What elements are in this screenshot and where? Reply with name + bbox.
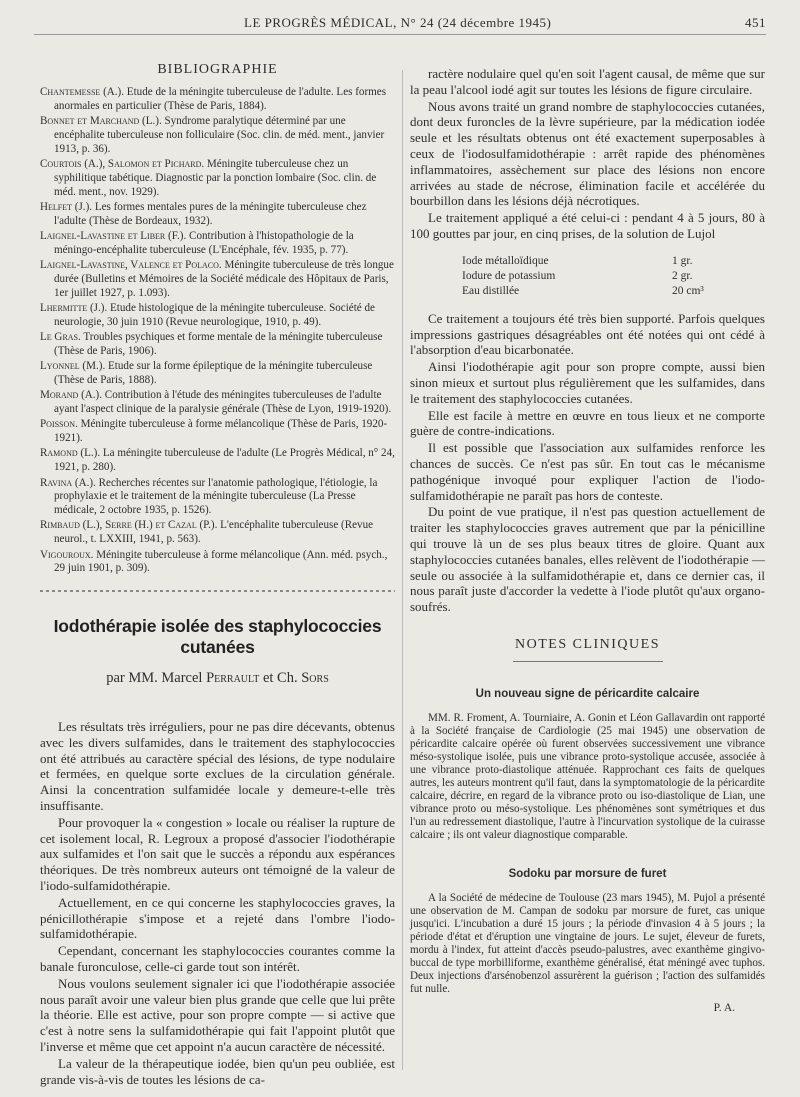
- bibliography-author: Helfet (J.).: [40, 200, 93, 213]
- bibliography-text: Les formes mentales pures de la méningite tuberculeuse chez l'adulte (Thèse de Bordeaux, 1932).: [54, 200, 367, 227]
- bibliography-entry: [40, 259, 395, 300]
- bibliography-entry: [40, 360, 395, 388]
- bibliography-text: La méningite tuberculeuse de l'adulte (Le Progrès Médical, n° 24, 1921, p. 280).: [54, 447, 395, 474]
- article-byline: [40, 670, 395, 687]
- formula-row: [462, 269, 742, 284]
- bibliography-text: Etude sur la forme épileptique de la méningite tuberculeuse (Thèse de Paris, 1888).: [54, 360, 373, 386]
- article-body-left: [40, 719, 395, 1087]
- article-paragraph: Il est possible que l'association aux sulfamides renforce les chances de succès. Ce n'est pas sûr. En tout cas le mécanisme pathogénique invoqué pour expliquer l'action de l'iodo-sulfamidothérapie ne paraît pas hors de conteste.: [410, 440, 765, 503]
- article-body-right: [410, 66, 765, 242]
- bibliography-text: Contribution à l'étude des méningites tuberculeuses de l'adulte ayant l'aspect clinique de la paralysie générale (Thèse de Lyon, 1919-1920).: [54, 389, 392, 416]
- bibliography-author: Vigouroux.: [40, 548, 94, 561]
- bibliography-author: Rimbaud (L.), Serre (H.) et Cazal (P.).: [40, 519, 218, 532]
- note-text: MM. R. Froment, A. Tourniaire, A. Gonin et Léon Gallavardin ont rapporté à la Société française de Cardiologie (25 mai 1945) une observation de péricardite calcaire opérée où furent observées successivement une vibrance méso-systolique isolée, puis une vibrance proto-systolique accusée, associée à une vibrance proto-diastolique atténuée. Rapprochant ces faits de quelques autres, les auteurs montrent qu'il faut, dans la symptomatologie de la péricardite calcaire, décrire, en regard de la vibrance proto ou iso-diastolique de Lian, une vibrance proto ou méso-systolique. Les phénomènes sont symétriques et dus l'un au redressement diastolique, l'autre à l'incurvation systolique de la cuirasse calcaire ; ils ont valeur diagnostique comparable.: [410, 711, 765, 841]
- bibliography-text: Etude de la méningite tuberculeuse de l'adulte. Les formes anormales en particulier (Thèse de Paris, 1884).: [54, 86, 387, 112]
- bibliography-entry: [40, 447, 395, 475]
- column-divider: [402, 70, 403, 1070]
- bibliography-author: Le Gras.: [40, 331, 81, 344]
- bibliography-list: [40, 86, 395, 576]
- bibliography-entry: [40, 549, 395, 577]
- notes-heading: NOTES CLINIQUES: [515, 636, 660, 652]
- page-number: 451: [745, 15, 766, 30]
- note-title: Sodoku par morsure de furet: [508, 867, 667, 880]
- formula-ingredient: Iodure de potassium: [462, 269, 556, 282]
- bibliography-author: Courtois (A.), Salomon et Pichard.: [40, 157, 205, 170]
- bibliography-author: Bonnet et Marchand (L.).: [40, 115, 162, 128]
- note-title: Un nouveau signe de péricardite calcaire: [475, 687, 700, 700]
- bibliography-text: Etude histologique de la méningite tuberculeuse. Société de neurologie, 30 juin 1910 (Revue neurologique, 1910, p. 49).: [54, 301, 375, 328]
- bibliography-author: Poisson.: [40, 418, 78, 431]
- article-paragraph: Cependant, concernant les staphylococcies courantes comme la banale furonculose, celle-ci garde tout son intérêt.: [40, 943, 395, 975]
- article-paragraph: Ainsi l'iodothérapie agit pour son propre compte, aussi bien sinon mieux et surtout plus régulièrement que les sulfamides, dans le traitement des staphylococcies cutanées.: [410, 359, 765, 406]
- bibliography-author: Laignel-Lavastine et Liber (F.).: [40, 229, 187, 242]
- article-paragraph: ractère nodulaire quel qu'en soit l'agent causal, de même que sur la peau l'alcool iodé agit sur toutes les lésions de figure circulaire.: [410, 66, 765, 97]
- article-body-right-continued: [410, 311, 765, 615]
- bibliography-author: Lyonnel (M.).: [40, 360, 106, 373]
- bibliography-heading: BIBLIOGRAPHIE: [157, 62, 278, 77]
- notes-list: [410, 688, 765, 996]
- bibliography-author: Ravina (A.).: [40, 476, 96, 489]
- formula-ingredient: Iode métalloïdique: [462, 254, 549, 267]
- byline-prefix: par MM. Marcel: [106, 670, 203, 687]
- article-paragraph: La valeur de la thérapeutique iodée, bien qu'un peu oubliée, est grande vis-à-vis de toutes les lésions de ca-: [40, 1055, 395, 1087]
- bibliography-text: Méningite tuberculeuse à forme mélancolique (Thèse de Paris, 1920-1921).: [54, 418, 388, 445]
- byline-mid: et Ch.: [262, 670, 298, 687]
- left-column: [40, 42, 395, 1087]
- bibliography-entry: [40, 389, 395, 417]
- formula-row: [462, 254, 742, 269]
- author-sors: Sors: [301, 670, 329, 687]
- bibliography-entry: [40, 477, 395, 518]
- bibliography-text: Contribution à l'histopathologie de la méningo-encéphalite tuberculeuse (L'Encéphale, fév. 1935, p. 77).: [54, 229, 354, 256]
- bibliography-author: Chantemesse (A.).: [40, 86, 125, 98]
- author-perrault: Perrault: [206, 670, 260, 687]
- notes-signature: P. A.: [713, 1001, 735, 1014]
- article-paragraph: Les résultats très irréguliers, pour ne pas dire décevants, obtenus avec les divers sulfamides, dans le traitement des staphylococcies ont été attribués au caractère spécial des lésions, de type nodulaire et fermées, en quelque sorte exclues de la circulation générale. Ainsi la concentration sulfamidée locale y demeure-t-elle très insuffisante.: [40, 719, 395, 814]
- article-paragraph: Elle est facile à mettre en œuvre en tous lieux et ne comporte guère de contre-indications.: [410, 407, 765, 439]
- bibliography-text: Troubles psychiques et forme mentale de la méningite tuberculeuse (Thèse de Paris, 1906).: [54, 331, 383, 357]
- bibliography-text: Recherches récentes sur l'anatomie pathologique, l'étiologie, la prophylaxie et le traitement de la méningite tuberculeuse (La Presse médicale, 2 octobre 1935, p. 1526).: [54, 476, 378, 517]
- bibliography-author: Morand (A.).: [40, 389, 103, 402]
- article-paragraph: Nous avons traité un grand nombre de staphylococcies cutanées, dont deux furoncles de la lèvre supérieure, par la médication iodée seule et les résultats obtenus ont été exactement superposables à ceux de l'iodosulfamidothérapie : arrêt rapide des phénomènes inflammatoires, assèchement sur place des lésions non encore arrivées au stade de nécrose, élimination facile et accélérée du bourbillon dans les lésions déjà nécrotiques.: [410, 98, 765, 209]
- bibliography-text: L'encéphalite tuberculeuse (Revue neurol., t. LXXIII, 1941, p. 563).: [54, 519, 374, 546]
- bibliography-text: Méningite tuberculeuse chez un syphilitique tabétique. Diagnostic par la ponction lombaire (Soc. clin. de méd. ment., nov. 1929).: [54, 157, 377, 198]
- lugol-formula: [462, 254, 742, 299]
- bibliography-text: Syndrome paralytique déterminé par une encéphalite tuberculeuse non folliculaire (Soc. clin. de méd. ment., janvier 1913, p. 36).: [54, 115, 385, 155]
- note-spacer: [410, 842, 765, 868]
- article-paragraph: Du point de vue pratique, il n'est pas question actuellement de traiter les staphylococcies graves autrement que par la pénicilline qui trouve là un de ses plus beaux titres de gloire. Quant aux staphylococcies cutanées banales, elles relèvent de l'iodothérapie — seule ou associée à la sulfamidothérapie et, dans ce dernier cas, il nous paraît juste d'accorder la vedette à l'iode plutôt qu'aux organo-soufrés.: [410, 504, 765, 615]
- article-title: Iodothérapie isolée des staphylococcies cutanées: [53, 616, 382, 658]
- article-paragraph: Le traitement appliqué a été celui-ci : pendant 4 à 5 jours, 80 à 100 gouttes par jour, en cinq prises, de la solution de Lujol: [410, 210, 765, 241]
- article-paragraph: Actuellement, en ce qui concerne les staphylococcies graves, la pénicillothérapie s'impose et a rejeté dans l'ombre l'iodo-sulfamidothérapie.: [40, 894, 395, 942]
- bibliography-entry: [40, 418, 395, 446]
- bibliography-text: Méningite tuberculeuse de très longue durée (Bulletins et Mémoires de la Société médicale des Hôpitaux de Paris, 1er juillet 1927, p. 1.093).: [54, 259, 394, 299]
- article-paragraph: Nous voulons seulement signaler ici que l'iodothérapie associée nous paraît avoir une valeur bien plus grande que celle que lui prête la théorie. Elle est active, pour son propre compte — si active que c'est à notre sens la sulfamidothérapie qui fait l'appoint plutôt que l'inverse et même que cet appoint n'a aucun caractère de nécessité.: [40, 975, 395, 1055]
- formula-quantity: 1 gr.: [672, 254, 693, 267]
- bibliography-entry: [40, 86, 395, 114]
- bibliography-text: Méningite tuberculeuse à forme mélancolique (Ann. méd. psych., 29 juin 1901, p. 309).: [54, 548, 388, 575]
- bibliography-entry: [40, 519, 395, 547]
- bibliography-author: Ramond (L.).: [40, 447, 101, 460]
- article-paragraph: Pour provoquer la « congestion » locale ou réaliser la rupture de cet isolement local, R. Legroux a proposé d'associer l'iodothérapie aux sulfamides et l'on sait que le succès a répondu aux espérances théoriques. De très nombreux auteurs ont témoigné de la valeur de l'iodo-sulfamidothérapie.: [40, 814, 395, 894]
- journal-title: LE PROGRÈS MÉDICAL, N° 24 (24 décembre 1945): [244, 15, 552, 30]
- bibliography-entry: [40, 331, 395, 359]
- bibliography-entry: [40, 158, 395, 199]
- bibliography-entry: [40, 302, 395, 330]
- note-text: A la Société de médecine de Toulouse (23 mars 1945), M. Pujol a présenté une observation de M. Campan de sodoku par morsure de furet, cas unique jusqu'ici. L'incubation a duré 15 jours ; la période d'invasion 4 à 5 jours ; la période d'état et d'éruption une vingtaine de jours. Le sujet, éleveur de furets, mordu à l'index, fut atteint d'accès pseudo-palustres, avec exanthème gingivo-buccal de type morbilliforme, exanthème généralisé, état méningé avec tuphos. Deux injections d'arsénobenzol assurèrent la guérison ; l'action des sulfamidés fut nulle.: [410, 891, 765, 995]
- formula-quantity: 2 gr.: [672, 269, 693, 282]
- bibliography-author: Laignel-Lavastine, Valence et Polaco.: [40, 259, 222, 272]
- formula-row: [462, 284, 742, 299]
- bibliography-entry: [40, 115, 395, 156]
- formula-ingredient: Eau distillée: [462, 284, 520, 297]
- notes-rule: [513, 661, 663, 662]
- bibliography-author: Lhermitte (J.).: [40, 301, 108, 314]
- bibliography-entry: [40, 230, 395, 258]
- running-header: [34, 12, 766, 35]
- formula-quantity: 20 cm³: [672, 284, 704, 297]
- section-divider: [40, 584, 395, 598]
- article-paragraph: Ce traitement a toujours été très bien supporté. Parfois quelques impressions gastriques désagréables ont été notées qui ont cédé à l'absorption d'eau bicarbonatée.: [410, 310, 765, 358]
- bibliography-entry: [40, 201, 395, 229]
- right-column: [410, 66, 765, 1014]
